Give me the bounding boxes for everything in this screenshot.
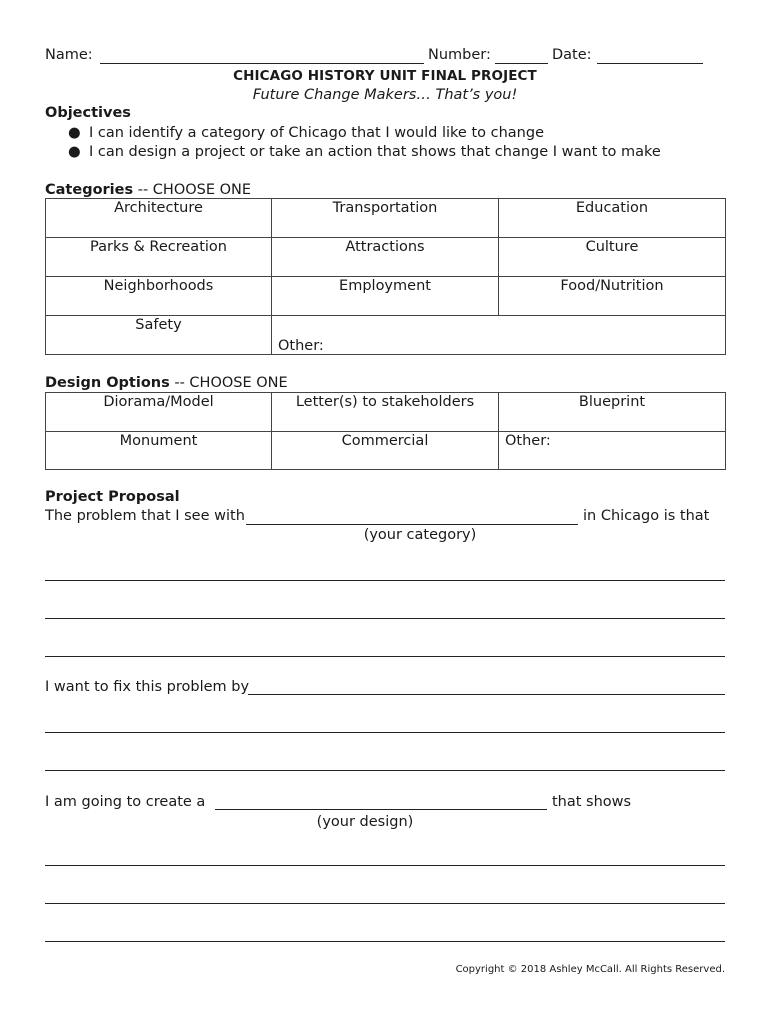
date-label: Date: [552, 47, 592, 63]
category-other-label: Other: [278, 338, 324, 354]
objectives-list [45, 124, 745, 162]
answer-line[interactable] [45, 580, 725, 581]
answer-line[interactable] [45, 903, 725, 904]
design-options-instruction: -- CHOOSE ONE [169, 375, 288, 391]
problem-suffix: in Chicago is that [583, 508, 710, 524]
fix-prefix: I want to fix this problem by [45, 679, 250, 695]
bullet-icon: ● [68, 125, 81, 141]
category-other-cell[interactable] [272, 316, 726, 355]
name-label: Name: [45, 47, 93, 63]
objective-item: ● I can identify a category of Chicago that I would like to change [68, 125, 544, 141]
categories-instruction: -- CHOOSE ONE [133, 182, 252, 198]
category-cell[interactable]: Education [499, 199, 726, 238]
design-options-heading: Design Options [45, 375, 170, 391]
design-options-table [45, 392, 726, 470]
design-other-cell[interactable] [499, 432, 726, 470]
number-label: Number: [428, 47, 491, 63]
copyright: Copyright © 2018 Ashley McCall. All Rights Reserved. [455, 964, 725, 975]
name-field[interactable] [100, 63, 424, 64]
category-cell[interactable]: Transportation [272, 199, 499, 238]
design-option-cell[interactable]: Diorama/Model [46, 393, 272, 432]
problem-prefix: The problem that I see with [45, 508, 245, 524]
category-cell[interactable]: Attractions [272, 238, 499, 277]
design-option-cell[interactable]: Monument [46, 432, 272, 470]
design-option-cell[interactable]: Commercial [272, 432, 499, 470]
bullet-icon: ● [68, 144, 81, 160]
design-other-label: Other: [505, 433, 551, 449]
create-prefix: I am going to create a [45, 794, 206, 810]
answer-line[interactable] [45, 732, 725, 733]
category-hint: (your category) [363, 527, 477, 543]
design-option-cell[interactable]: Letter(s) to stakeholders [272, 393, 499, 432]
categories-table [45, 198, 726, 355]
category-cell[interactable]: Neighborhoods [46, 277, 272, 316]
design-hint: (your design) [316, 814, 414, 830]
objectives-heading: Objectives [45, 105, 131, 121]
proposal-heading: Project Proposal [45, 489, 180, 505]
answer-line[interactable] [45, 865, 725, 866]
page-title: CHICAGO HISTORY UNIT FINAL PROJECT [233, 68, 537, 84]
category-cell[interactable]: Safety [46, 316, 272, 355]
design-blank[interactable] [215, 809, 547, 810]
category-blank[interactable] [246, 524, 578, 525]
answer-line[interactable] [45, 618, 725, 619]
categories-heading: Categories [45, 182, 134, 198]
number-field[interactable] [495, 63, 548, 64]
categories-heading-row [45, 182, 251, 198]
design-options-heading-row [45, 375, 288, 391]
answer-line[interactable] [45, 770, 725, 771]
date-field[interactable] [597, 63, 703, 64]
category-cell[interactable]: Employment [272, 277, 499, 316]
category-cell[interactable]: Food/Nutrition [499, 277, 726, 316]
page-subtitle: Future Change Makers… That’s you! [252, 87, 518, 103]
create-suffix: that shows [552, 794, 632, 810]
category-cell[interactable]: Parks & Recreation [46, 238, 272, 277]
fix-blank[interactable] [248, 694, 725, 695]
design-option-cell[interactable]: Blueprint [499, 393, 726, 432]
category-cell[interactable]: Culture [499, 238, 726, 277]
category-cell[interactable]: Architecture [46, 199, 272, 238]
answer-line[interactable] [45, 941, 725, 942]
objective-item: ● I can design a project or take an action that shows that change I want to make [68, 144, 661, 160]
answer-line[interactable] [45, 656, 725, 657]
